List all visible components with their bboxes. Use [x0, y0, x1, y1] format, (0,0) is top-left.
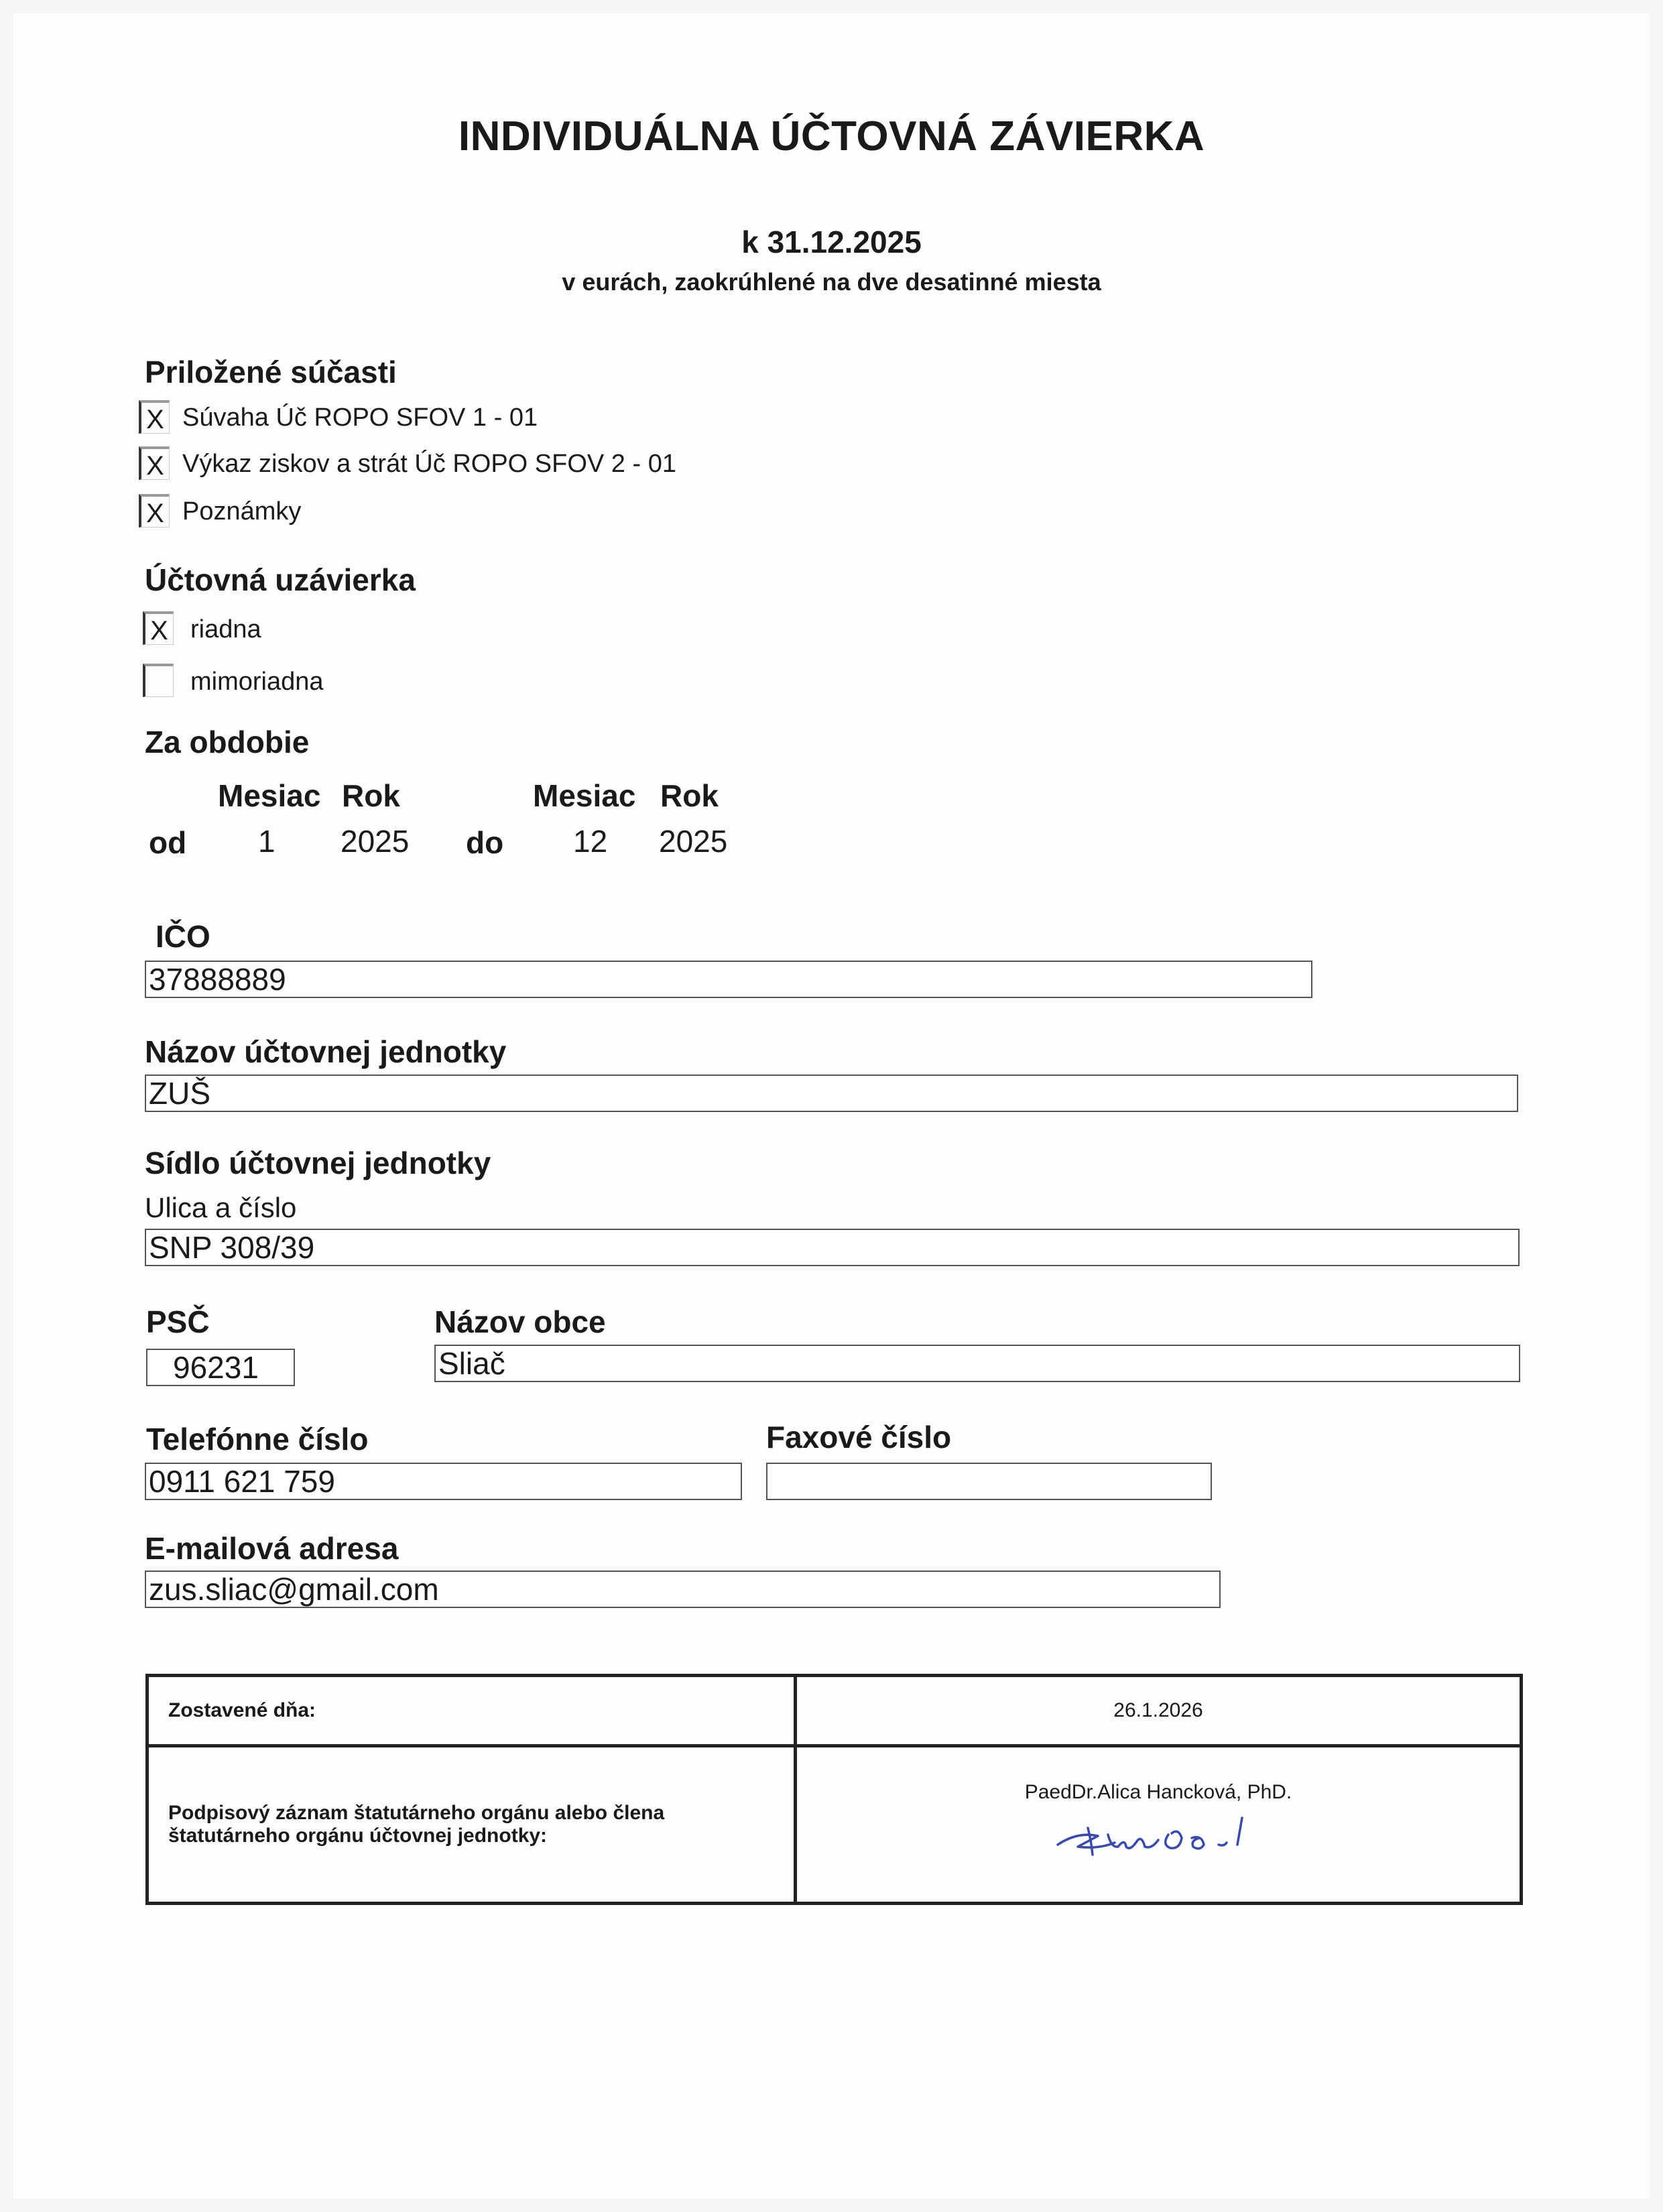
checkbox-label: mimoriadna: [190, 668, 324, 696]
signature-value-cell: [796, 1746, 1522, 1904]
entity-name-label: Názov účtovnej jednotky: [145, 1034, 507, 1069]
checkbox-label: Poznámky: [182, 497, 302, 526]
month-column-label: Mesiac: [533, 778, 636, 813]
year-column-label: Rok: [342, 778, 400, 813]
compiled-label-cell: [147, 1676, 796, 1746]
street-field[interactable]: SNP 308/39: [145, 1229, 1520, 1266]
period-to-year: 2025: [659, 824, 728, 859]
phone-field[interactable]: 0911 621 759: [145, 1463, 742, 1500]
checkbox-label: riadna: [190, 615, 261, 643]
phone-label: Telefónne číslo: [146, 1422, 369, 1457]
town-field[interactable]: Sliač: [434, 1345, 1520, 1382]
email-field[interactable]: zus.sliac@gmail.com: [145, 1571, 1221, 1608]
seat-label: Sídlo účtovnej jednotky: [145, 1146, 491, 1180]
components-heading: Priložené súčasti: [145, 355, 397, 389]
ico-field[interactable]: 37888889: [145, 961, 1312, 998]
checkbox-notes[interactable]: X: [139, 494, 170, 528]
compiled-value-cell: [796, 1676, 1522, 1746]
compiled-label: Zostavené dňa:: [168, 1699, 316, 1721]
signature-table: [145, 1674, 1523, 1905]
units-note: v eurách, zaokrúhlené na dve desatinné miesta: [562, 268, 1101, 296]
period-to-label: do: [466, 825, 504, 860]
email-label: E-mailová adresa: [145, 1531, 399, 1566]
signature-label-line-2: štatutárneho orgánu účtovnej jednotky:: [168, 1825, 548, 1847]
signature-label-line-1: Podpisový záznam štatutárneho orgánu alebo člena: [168, 1802, 665, 1824]
checkbox-balance-sheet[interactable]: X: [139, 400, 170, 434]
checkbox-extraordinary[interactable]: [143, 664, 174, 697]
checkbox-label: Súvaha Úč ROPO SFOV 1 - 01: [182, 404, 538, 432]
period-from-label: od: [149, 825, 187, 860]
document-title: INDIVIDUÁLNA ÚČTOVNÁ ZÁVIERKA: [458, 113, 1205, 160]
checkbox-ordinary[interactable]: X: [143, 611, 174, 645]
signer-name: PaedDr.Alica Hancková, PhD.: [1024, 1781, 1292, 1803]
closing-heading: Účtovná uzávierka: [145, 562, 416, 597]
street-label: Ulica a číslo: [145, 1192, 297, 1223]
period-from-month: 1: [258, 824, 275, 859]
psc-label: PSČ: [146, 1304, 210, 1339]
compiled-date: 26.1.2026: [1113, 1699, 1203, 1721]
checkbox-income-statement[interactable]: X: [139, 446, 170, 480]
date-line: k 31.12.2025: [741, 225, 922, 259]
year-column-label: Rok: [660, 778, 719, 813]
fax-field[interactable]: [766, 1463, 1212, 1500]
fax-label: Faxové číslo: [766, 1420, 952, 1455]
psc-field[interactable]: 96231: [146, 1349, 295, 1386]
period-heading: Za obdobie: [145, 725, 310, 759]
ico-label: IČO: [156, 919, 210, 954]
period-from-year: 2025: [341, 824, 410, 859]
signature-label-cell: [147, 1746, 796, 1904]
handwritten-signature: [1051, 1808, 1266, 1868]
entity-name-field[interactable]: ZUŠ: [145, 1074, 1518, 1112]
period-to-month: 12: [573, 824, 608, 859]
month-column-label: Mesiac: [218, 778, 321, 813]
town-label: Názov obce: [434, 1304, 606, 1339]
checkbox-label: Výkaz ziskov a strát Úč ROPO SFOV 2 - 01: [182, 450, 676, 478]
